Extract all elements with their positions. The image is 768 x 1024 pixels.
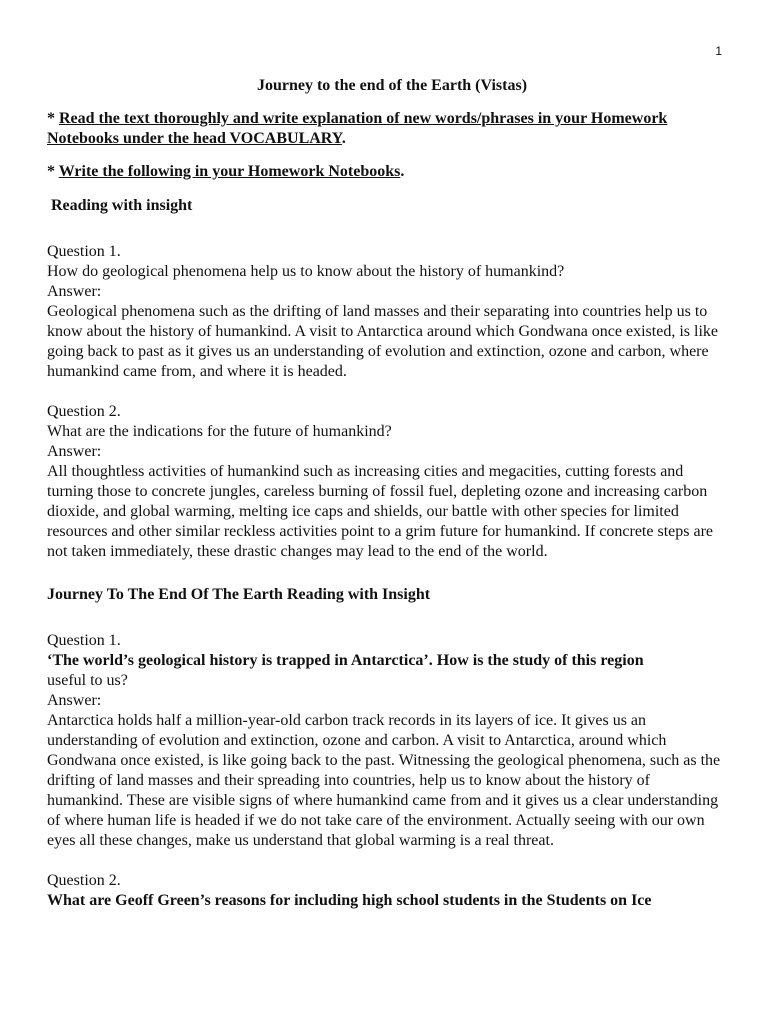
question-block <box>47 631 727 851</box>
question-text: How do geological phenomena help us to know about the history of humankind? <box>47 263 565 280</box>
question-text: What are Geoff Green’s reasons for including high school students in the Students on Ice <box>47 892 652 909</box>
answer-label: Answer: <box>47 692 102 709</box>
section-heading-journey-reading-with-insight: Journey To The End Of The Earth Reading with Insight <box>47 586 431 603</box>
instruction-vocabulary <box>47 109 727 149</box>
question-label: Question 1. <box>47 243 121 260</box>
answer-label: Answer: <box>47 443 102 460</box>
question-text-bold: ‘The world’s geological history is trapped in Antarctica’. How is the study of this region <box>47 652 644 669</box>
instruction-text: Write the following in your Homework Notebooks <box>58 163 401 180</box>
instruction-text: Read the text thoroughly and write explanation of new words/phrases in your Homework Notebooks under the head VOCABULARY <box>47 110 668 147</box>
answer-text: All thoughtless activities of humankind such as increasing cities and megacities, cutting forests and turning those to concrete jungles, careless burning of fossil fuel, depleting ozone and increasing carbon dioxide, and global warming, melting ice caps and shields, our battle with other species for limited resources and other similar reckless activities point to a grim future for humankind. If concrete steps are not taken immediately, these drastic changes may lead to the end of the world. <box>47 463 713 560</box>
instruction-bullet: * <box>47 163 59 180</box>
section-heading-reading-with-insight: Reading with insight <box>51 197 193 214</box>
question-block <box>47 242 727 382</box>
question-label: Question 2. <box>47 872 121 889</box>
instruction-period: . <box>341 130 346 147</box>
question-label: Question 1. <box>47 632 121 649</box>
question-text <box>47 651 727 691</box>
question-block <box>47 871 727 911</box>
instruction-homework <box>47 162 727 182</box>
answer-text: Geological phenomena such as the drifting of land masses and their separating into countries help us to know about the history of humankind. A visit to Antarctica around which Gondwana once existed, is like going back to past as it gives us an understanding of evolution and extinction, ozone and carbon, where humankind came from, and where it is headed. <box>47 303 718 380</box>
page-number: 1 <box>715 44 722 58</box>
document-title: Journey to the end of the Earth (Vistas) <box>256 77 528 94</box>
question-text-rest: useful to us? <box>47 672 128 689</box>
instruction-period: . <box>400 163 405 180</box>
answer-label: Answer: <box>47 283 102 300</box>
answer-text: Antarctica holds half a million-year-old carbon track records in its layers of ice. It gives us an understanding of evolution and extinction, ozone and carbon. A visit to Antarctica, around which Gondwana once existed, is like going back to the past. Witnessing the geological phenomena, such as the drifting of land masses and their spreading into countries, help us to know about the history of humankind. These are visible signs of where humankind came from and it gives us a clear understanding of where human life is headed if we do not take care of the environment. Actually seeing with our own eyes all these changes, make us understand that global warming is a real threat. <box>47 712 721 849</box>
question-label: Question 2. <box>47 403 121 420</box>
instruction-bullet: * <box>47 110 59 127</box>
question-block <box>47 402 727 562</box>
question-text: What are the indications for the future of humankind? <box>47 423 392 440</box>
document-body <box>47 76 727 911</box>
